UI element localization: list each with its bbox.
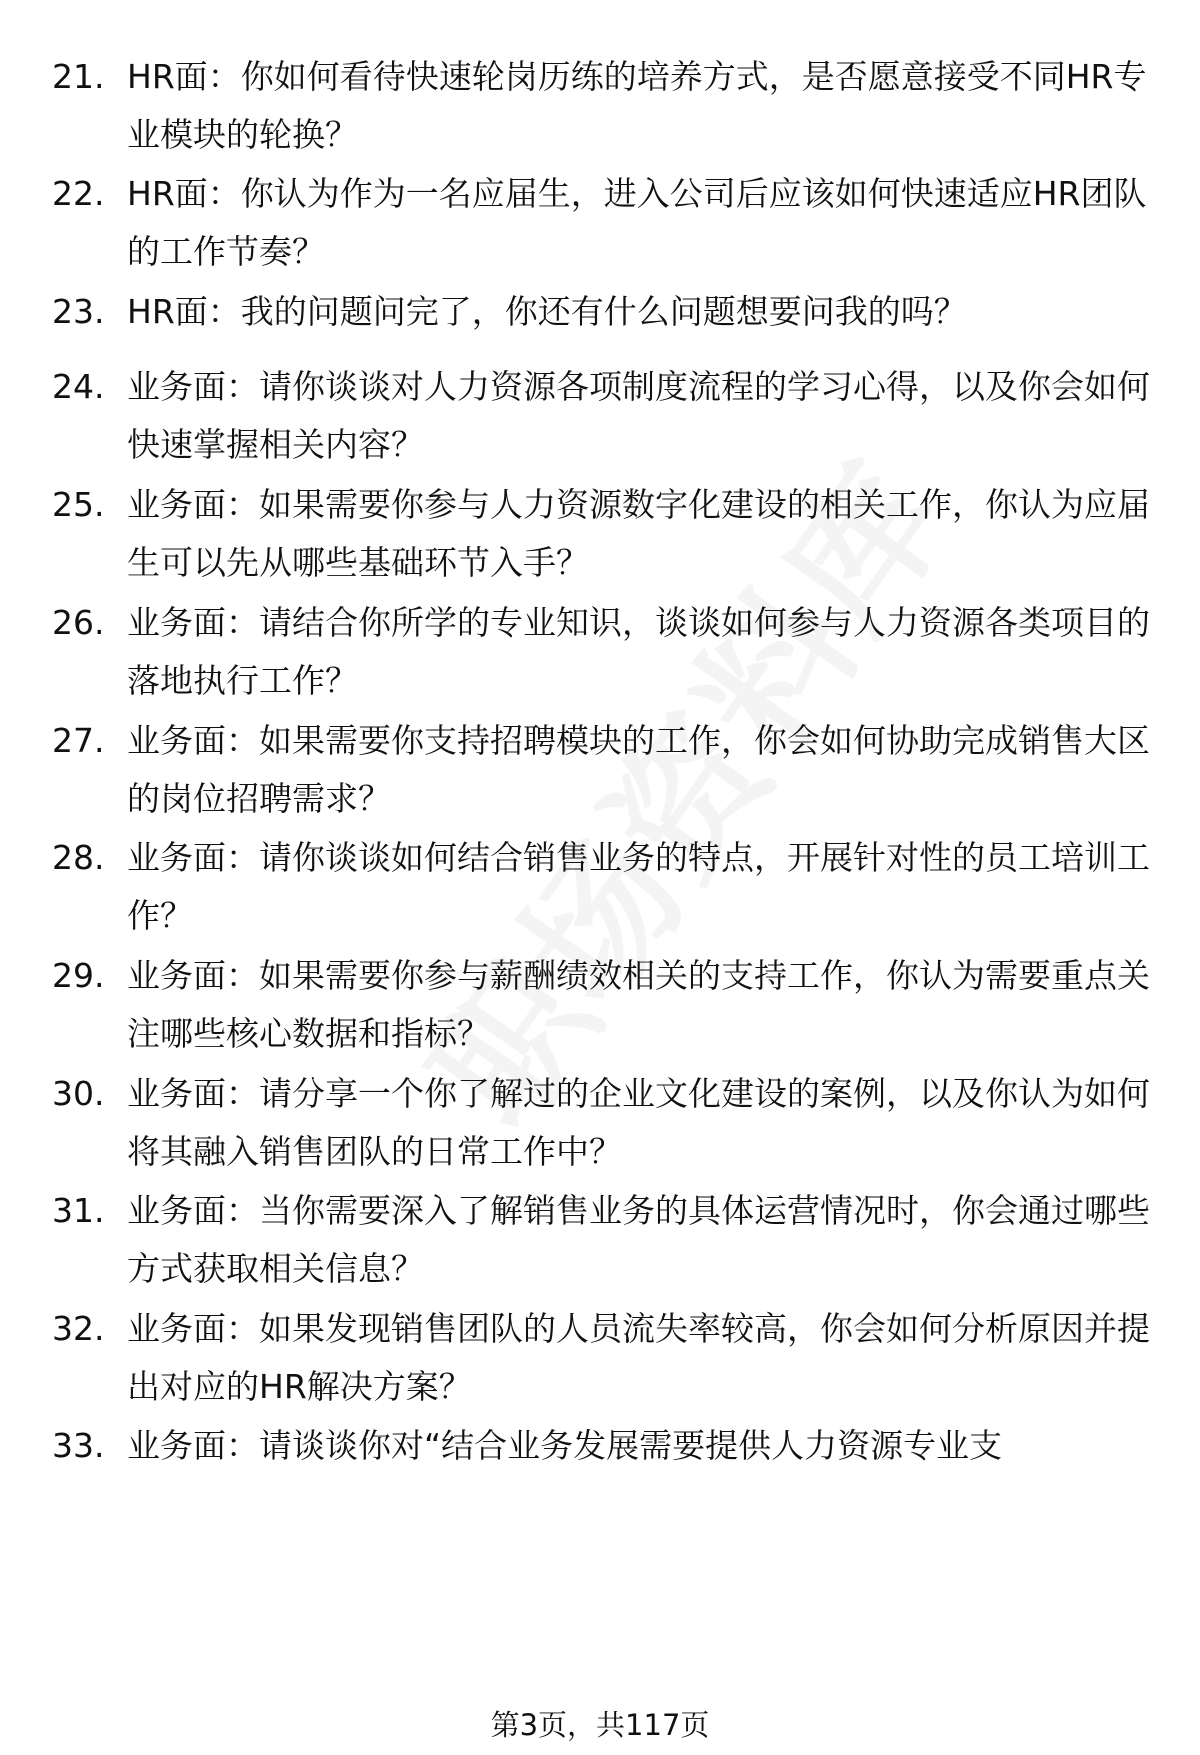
question-number: 23. xyxy=(52,292,105,331)
question-text: 业务面：如果需要你支持招聘模块的工作，你会如何协助完成销售大区的岗位招聘需求？ xyxy=(127,721,1150,818)
page-footer: 第3页，共117页 xyxy=(490,1708,710,1742)
question-number: 27. xyxy=(52,721,105,760)
question-number: 33. xyxy=(52,1426,105,1465)
question-text: 业务面：请你谈谈如何结合销售业务的特点，开展针对性的员工培训工作？ xyxy=(127,838,1150,935)
question-item xyxy=(0,165,1200,295)
question-item xyxy=(0,712,1200,842)
question-number: 32. xyxy=(52,1309,105,1348)
question-text: 业务面：请谈谈你对“结合业务发展需要提供人力资源专业支 xyxy=(127,1426,1003,1465)
question-number: 30. xyxy=(52,1074,105,1113)
question-item xyxy=(0,48,1200,178)
question-number: 28. xyxy=(52,838,105,877)
question-item xyxy=(0,476,1200,606)
question-item xyxy=(0,829,1200,959)
question-number: 24. xyxy=(52,367,105,406)
question-item xyxy=(0,358,1200,488)
question-text: 业务面：请结合你所学的专业知识，谈谈如何参与人力资源各类项目的落地执行工作？ xyxy=(127,603,1150,700)
question-text: HR面：你如何看待快速轮岗历练的培养方式，是否愿意接受不同HR专业模块的轮换？ xyxy=(127,57,1147,154)
question-item xyxy=(0,1182,1200,1312)
question-item xyxy=(0,1417,1200,1547)
question-text: 业务面：如果发现销售团队的人员流失率较高，你会如何分析原因并提出对应的HR解决方案？ xyxy=(127,1309,1150,1406)
question-item xyxy=(0,594,1200,724)
question-item xyxy=(0,947,1200,1077)
question-text: 业务面：请分享一个你了解过的企业文化建设的案例，以及你认为如何将其融入销售团队的日常工作中？ xyxy=(127,1074,1150,1171)
question-item xyxy=(0,1300,1200,1430)
question-number: 26. xyxy=(52,603,105,642)
question-text: HR面：你认为作为一名应届生，进入公司后应该如何快速适应HR团队的工作节奏？ xyxy=(127,174,1147,271)
question-number: 29. xyxy=(52,956,105,995)
question-text: HR面：我的问题问完了，你还有什么问题想要问我的吗？ xyxy=(127,292,967,331)
question-number: 22. xyxy=(52,174,105,213)
question-number: 25. xyxy=(52,485,105,524)
question-number: 21. xyxy=(52,57,105,96)
question-text: 业务面：当你需要深入了解销售业务的具体运营情况时，你会通过哪些方式获取相关信息？ xyxy=(127,1191,1150,1288)
question-text: 业务面：如果需要你参与薪酬绩效相关的支持工作，你认为需要重点关注哪些核心数据和指标？ xyxy=(127,956,1150,1053)
question-number: 31. xyxy=(52,1191,105,1230)
question-text: 业务面：如果需要你参与人力资源数字化建设的相关工作，你认为应届生可以先从哪些基础环节入手？ xyxy=(127,485,1150,582)
question-text: 业务面：请你谈谈对人力资源各项制度流程的学习心得，以及你会如何快速掌握相关内容？ xyxy=(127,367,1150,464)
question-item xyxy=(0,1065,1200,1195)
